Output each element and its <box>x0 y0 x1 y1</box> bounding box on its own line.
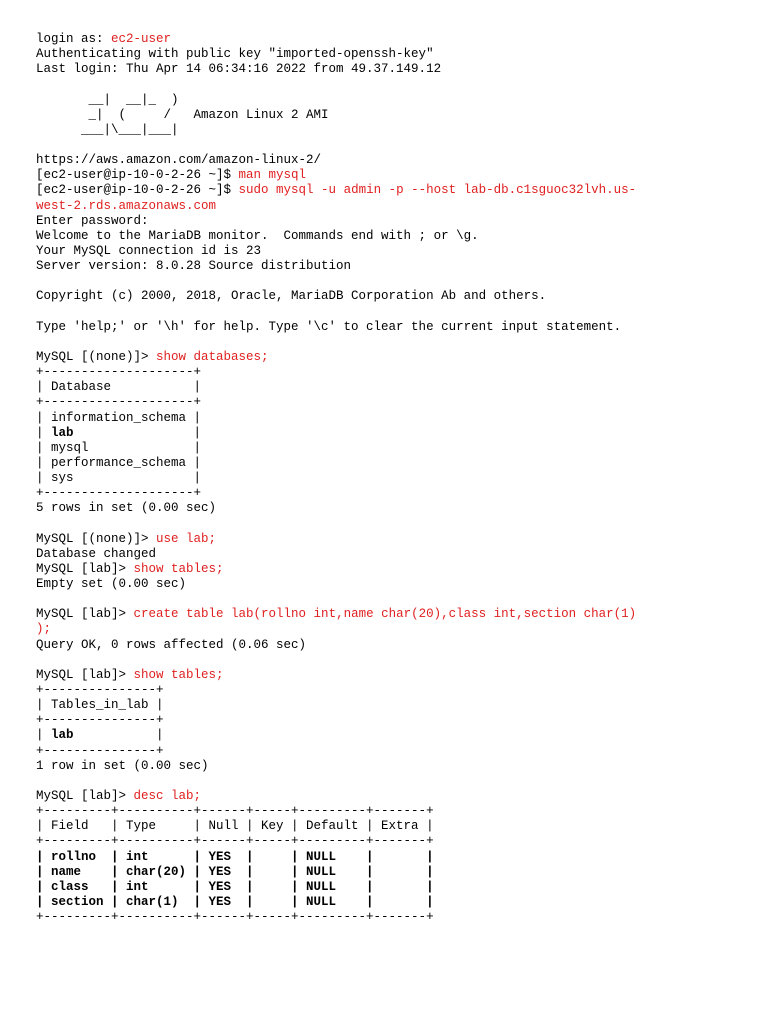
command-text: show tables; <box>133 667 224 682</box>
output-text: +--------------------+ <box>36 486 202 501</box>
output-text: | <box>73 425 202 440</box>
terminal-line <box>36 759 746 774</box>
output-text: +---------+----------+------+-----+---------+-------+ <box>36 834 434 849</box>
terminal-line <box>36 32 746 47</box>
output-text: [ec2-user@ip-10-0-2-26 ~]$ <box>36 168 239 183</box>
terminal-line <box>36 380 746 395</box>
command-text: man mysql <box>238 168 307 183</box>
output-text: lab <box>51 728 74 743</box>
output-text: | mysql | <box>36 440 202 455</box>
output-text: | <box>73 728 164 743</box>
terminal-line <box>36 365 746 380</box>
output-text: MySQL [(none)]> <box>36 349 157 364</box>
output-text: +---------+----------+------+-----+---------+-------+ <box>36 804 434 819</box>
terminal-line <box>36 532 746 547</box>
output-text: 5 rows in set (0.00 sec) <box>36 501 217 516</box>
output-text: | Database | <box>36 380 202 395</box>
terminal-line <box>36 683 746 698</box>
terminal-line <box>36 153 746 168</box>
command-text: create table lab(rollno int,name char(20),class int,section char(1) <box>133 607 637 622</box>
output-text: login as: <box>36 32 112 46</box>
terminal-line <box>36 668 746 683</box>
output-text: | name | char(20) | YES | | NULL | | <box>36 864 434 879</box>
terminal-line <box>36 607 746 622</box>
terminal-line <box>36 486 746 501</box>
terminal-line <box>36 320 746 335</box>
terminal-line <box>36 592 746 607</box>
terminal-line <box>36 728 746 743</box>
output-text: Authenticating with public key "imported-openssh-key" <box>36 47 434 62</box>
terminal-line <box>36 744 746 759</box>
terminal-line <box>36 108 746 123</box>
terminal-line <box>36 577 746 592</box>
output-text: | class | int | YES | | NULL | | <box>36 879 434 894</box>
terminal-line <box>36 244 746 259</box>
output-text: | section | char(1) | YES | | NULL | | <box>36 895 434 910</box>
terminal-line <box>36 183 746 198</box>
output-text: MySQL [lab]> <box>36 667 134 682</box>
terminal-line <box>36 138 746 153</box>
terminal-line <box>36 199 746 214</box>
output-text: Copyright (c) 2000, 2018, Oracle, MariaDB Corporation Ab and others. <box>36 289 547 304</box>
output-text: Welcome to the MariaDB monitor. Commands end with ; or \g. <box>36 228 479 243</box>
terminal-line <box>36 562 746 577</box>
terminal-line <box>36 774 746 789</box>
terminal-line <box>36 456 746 471</box>
terminal-line <box>36 713 746 728</box>
output-text: MySQL [lab]> <box>36 607 134 622</box>
terminal-line <box>36 804 746 819</box>
output-text: _| ( / Amazon Linux 2 AMI <box>36 107 329 122</box>
output-text: Enter password: <box>36 213 149 228</box>
output-text: Empty set (0.00 sec) <box>36 577 187 592</box>
output-text: | Field | Type | Null | Key | Default | Extra | <box>36 819 434 834</box>
output-text: MySQL [lab]> <box>36 789 134 804</box>
terminal-line <box>36 77 746 92</box>
output-text: | <box>36 425 52 440</box>
command-text: show databases; <box>156 349 269 364</box>
terminal-line <box>36 517 746 532</box>
output-text: | sys | <box>36 471 202 486</box>
terminal-line <box>36 471 746 486</box>
output-text: | information_schema | <box>36 410 202 425</box>
command-text: ec2-user <box>111 32 172 46</box>
output-text: Your MySQL connection id is 23 <box>36 243 262 258</box>
output-text: Database changed <box>36 546 157 561</box>
output-text: lab <box>51 425 74 440</box>
output-text: +---------------+ <box>36 743 164 758</box>
command-text: sudo mysql -u admin -p --host lab-db.c1sguoc32lvh.us- <box>238 183 637 198</box>
output-text: ___|\___|___| <box>36 122 179 137</box>
command-text: west-2.rds.amazonaws.com <box>36 198 217 213</box>
terminal-line <box>36 910 746 925</box>
output-text: MySQL [lab]> <box>36 561 134 576</box>
output-text: [ec2-user@ip-10-0-2-26 ~]$ <box>36 183 239 198</box>
terminal-line <box>36 622 746 637</box>
output-text: Server version: 8.0.28 Source distribution <box>36 259 352 274</box>
command-text: show tables; <box>133 561 224 576</box>
terminal-line <box>36 229 746 244</box>
terminal-line <box>36 274 746 289</box>
output-text: +--------------------+ <box>36 365 202 380</box>
terminal-line <box>36 501 746 516</box>
output-text: 1 row in set (0.00 sec) <box>36 758 209 773</box>
terminal-line <box>36 638 746 653</box>
terminal-line <box>36 168 746 183</box>
terminal-line <box>36 214 746 229</box>
command-text: use lab; <box>156 531 217 546</box>
terminal-line <box>36 305 746 320</box>
output-text: Last login: Thu Apr 14 06:34:16 2022 from 49.37.149.12 <box>36 62 442 77</box>
terminal-line <box>36 395 746 410</box>
terminal-line <box>36 850 746 865</box>
terminal-line <box>36 62 746 77</box>
output-text: +---------------+ <box>36 713 164 728</box>
output-text: Type 'help;' or '\h' for help. Type '\c' to clear the current input statement. <box>36 319 622 334</box>
output-text: MySQL [(none)]> <box>36 531 157 546</box>
terminal-output <box>36 32 746 925</box>
output-text: | <box>36 728 52 743</box>
output-text: Query OK, 0 rows affected (0.06 sec) <box>36 637 307 652</box>
terminal-line <box>36 426 746 441</box>
terminal-line <box>36 789 746 804</box>
terminal-line <box>36 895 746 910</box>
output-text: +---------------+ <box>36 683 164 698</box>
terminal-line <box>36 123 746 138</box>
terminal-line <box>36 819 746 834</box>
output-text: +--------------------+ <box>36 395 202 410</box>
command-text: ); <box>36 622 52 637</box>
command-text: desc lab; <box>133 789 202 804</box>
terminal-line <box>36 93 746 108</box>
output-text: | performance_schema | <box>36 455 202 470</box>
output-text: https://aws.amazon.com/amazon-linux-2/ <box>36 153 322 168</box>
terminal-line <box>36 865 746 880</box>
terminal-line <box>36 350 746 365</box>
terminal-line <box>36 653 746 668</box>
terminal-line <box>36 335 746 350</box>
terminal-line <box>36 834 746 849</box>
terminal-line <box>36 259 746 274</box>
terminal-line <box>36 47 746 62</box>
terminal-line <box>36 289 746 304</box>
terminal-line <box>36 547 746 562</box>
output-text: | rollno | int | YES | | NULL | | <box>36 849 434 864</box>
terminal-line <box>36 880 746 895</box>
terminal-line <box>36 698 746 713</box>
terminal-line <box>36 411 746 426</box>
output-text: +---------+----------+------+-----+---------+-------+ <box>36 910 434 925</box>
output-text: | Tables_in_lab | <box>36 698 164 713</box>
output-text: __| __|_ ) <box>36 92 179 107</box>
terminal-line <box>36 441 746 456</box>
